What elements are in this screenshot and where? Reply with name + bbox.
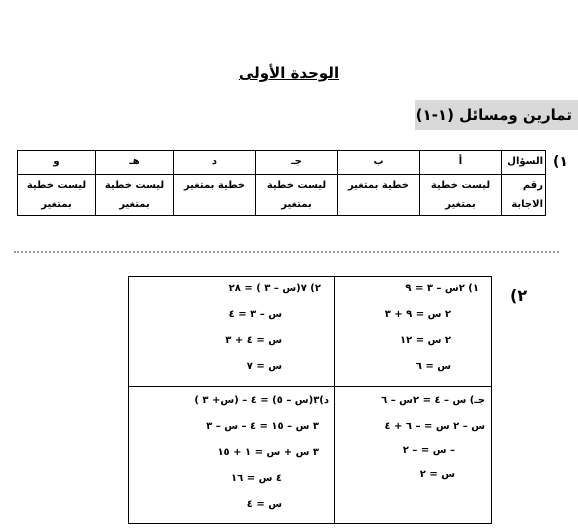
table-answer-row xyxy=(18,175,546,216)
grid-horizontal-divider xyxy=(129,386,491,387)
header-c: جـ xyxy=(256,151,338,175)
solution-2-line-2: س – ٣ = ٤ xyxy=(228,309,282,320)
answers-table xyxy=(17,150,546,216)
header-e: هـ xyxy=(96,151,174,175)
solution-1-line-3: ٢ س = ١٢ xyxy=(400,335,451,346)
answer-e: ليست خطية بمتغير xyxy=(96,175,174,216)
table-header-row xyxy=(18,151,546,175)
unit-title: الوحدة الأولى xyxy=(238,64,340,82)
solution-1-line-2: ٢ س = ٩ + ٣ xyxy=(384,309,451,320)
solution-1-line-4: س = ٦ xyxy=(415,361,451,372)
header-f: و xyxy=(18,151,96,175)
row-label-answer-number: رقم الاجابة xyxy=(502,175,546,216)
solution-c-line-4: س = ٢ xyxy=(419,469,455,480)
grid-vertical-divider xyxy=(334,277,335,523)
solution-1-line-1: ١) ٢س – ٣ = ٩ xyxy=(405,283,479,294)
solutions-grid xyxy=(128,276,492,524)
answer-d: خطية بمتغير xyxy=(174,175,256,216)
solution-d-line-1: د)٣(س – ٥) = ٤ – (س+ ٣ ) xyxy=(194,395,329,406)
solution-2-line-3: س = ٤ + ٣ xyxy=(225,335,282,346)
answer-f: ليست خطية بمتغير xyxy=(18,175,96,216)
solution-c-line-3: – س = – ٢ xyxy=(402,445,455,456)
header-b: ب xyxy=(338,151,420,175)
answer-b: خطية بمتغير xyxy=(338,175,420,216)
header-question: السؤال xyxy=(502,151,546,175)
solution-c-line-1: جـ) س – ٤ = ٢س – ٦ xyxy=(381,395,485,406)
solution-d-line-3: ٣ س + س = ١ + ١٥ xyxy=(217,447,319,458)
answer-c: ليست خطية بمتغير xyxy=(256,175,338,216)
header-a: أ xyxy=(420,151,502,175)
answer-a: ليست خطية بمتغير xyxy=(420,175,502,216)
solution-d-line-5: س = ٤ xyxy=(246,499,282,510)
solution-2-line-1: ٢) ٧(س – ٣ ) = ٢٨ xyxy=(228,283,321,294)
header-d: د xyxy=(174,151,256,175)
solution-d-line-4: ٤ س = ١٦ xyxy=(231,473,282,484)
dotted-divider xyxy=(14,251,559,253)
question-1-number: (١ xyxy=(553,154,568,170)
solution-c-line-2: س – ٢ س = – ٦ + ٤ xyxy=(384,421,485,432)
section-title: تمارين ومسائل (١-١) xyxy=(415,106,572,124)
solution-2-line-4: س = ٧ xyxy=(246,361,282,372)
question-2-number: (٢ xyxy=(510,286,528,305)
solution-d-line-2: ٣ س – ١٥ = ٤ – س – ٣ xyxy=(206,421,319,432)
